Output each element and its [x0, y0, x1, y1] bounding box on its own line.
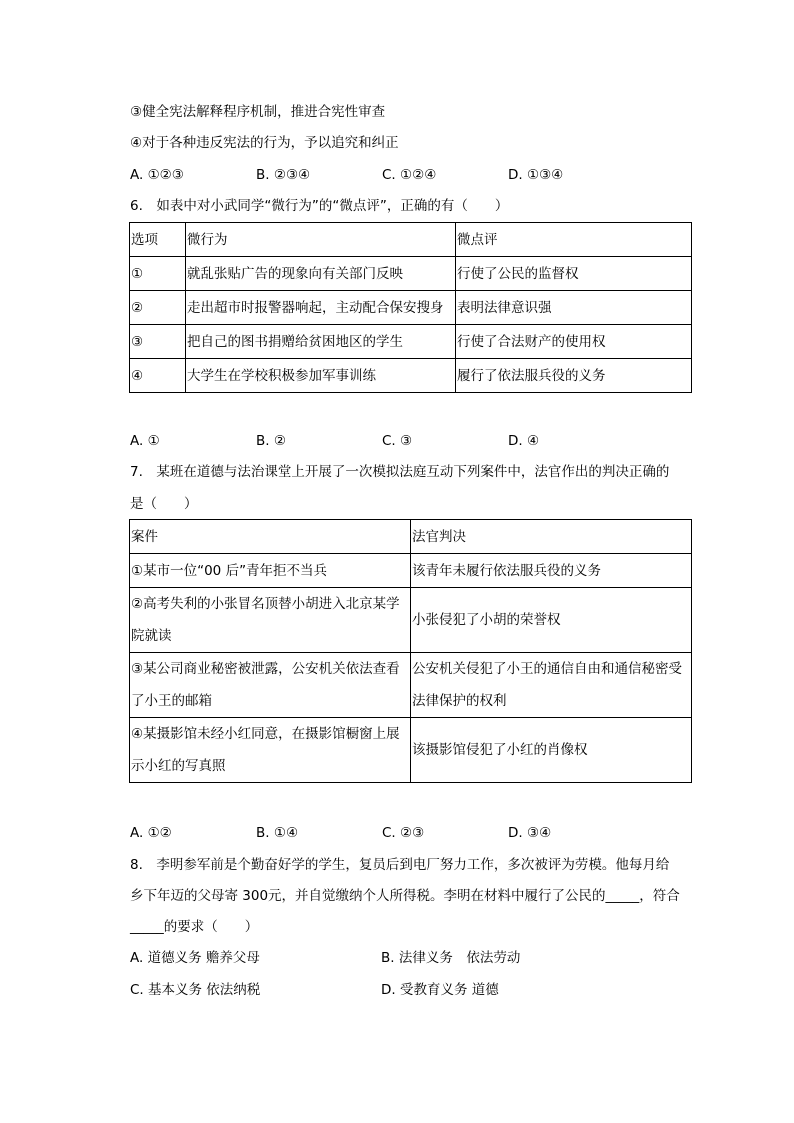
q8-option-b[interactable]: B. 法律义务 依法劳动	[381, 950, 521, 966]
table-row	[130, 718, 692, 783]
q6-stem: 6. 如表中对小武同学“微行为”的“微点评”，正确的有（ ）	[130, 198, 509, 214]
table-header-row	[130, 520, 692, 554]
table-cell: 该摄影馆侵犯了小红的肖像权	[411, 718, 692, 783]
q6-option-b[interactable]: B. ②	[256, 433, 286, 449]
q7-stem-line-2: 是（ ）	[130, 496, 198, 512]
q7-option-c[interactable]: C. ②③	[382, 825, 425, 841]
table-cell: 走出超市时报警器响起，主动配合保安搜身	[186, 291, 456, 325]
table-row	[130, 653, 692, 718]
table-cell: ④	[130, 359, 186, 393]
q8-option-d[interactable]: D. 受教育义务 道德	[381, 982, 499, 998]
q5-statement-4: ④对于各种违反宪法的行为，予以追究和纠正	[130, 135, 399, 151]
q6-option-a[interactable]: A. ①	[130, 433, 160, 449]
table-cell: ③	[130, 325, 186, 359]
table-header-cell: 法官判决	[411, 520, 692, 554]
q8-stem-line-3: _____的要求（ ）	[130, 919, 259, 935]
q7-option-d[interactable]: D. ③④	[508, 825, 552, 841]
q5-option-a[interactable]: A. ①②③	[130, 167, 184, 183]
table-header-cell: 微行为	[186, 223, 456, 257]
q5-statement-3: ③健全宪法解释程序机制，推进合宪性审查	[130, 104, 386, 120]
table-cell: ②	[130, 291, 186, 325]
q7-option-b[interactable]: B. ①④	[256, 825, 299, 841]
q8-option-a[interactable]: A. 道德义务 赡养父母	[130, 950, 260, 966]
q5-option-b[interactable]: B. ②③④	[256, 167, 311, 183]
q8-option-c[interactable]: C. 基本义务 依法纳税	[130, 982, 261, 998]
q5-option-c[interactable]: C. ①②④	[382, 167, 437, 183]
table-row	[130, 359, 692, 393]
table-cell: ③某公司商业秘密被泄露，公安机关依法查看了小王的邮箱	[130, 653, 411, 718]
table-cell: ①	[130, 257, 186, 291]
table-cell: 小张侵犯了小胡的荣誉权	[411, 588, 692, 653]
table-cell: ①某市一位“00 后”青年拒不当兵	[130, 554, 411, 588]
table-row	[130, 257, 692, 291]
table-header-row	[130, 223, 692, 257]
table-row	[130, 325, 692, 359]
table-cell: 表明法律意识强	[456, 291, 692, 325]
table-row	[130, 291, 692, 325]
q6-option-c[interactable]: C. ③	[382, 433, 413, 449]
table-cell: 行使了合法财产的使用权	[456, 325, 692, 359]
table-cell: 大学生在学校积极参加军事训练	[186, 359, 456, 393]
q8-stem-line-1: 8. 李明参军前是个勤奋好学的学生，复员后到电厂努力工作，多次被评为劳模。他每月给	[130, 857, 670, 873]
table-cell: 履行了依法服兵役的义务	[456, 359, 692, 393]
table-cell: 就乱张贴广告的现象向有关部门反映	[186, 257, 456, 291]
table-header-cell: 案件	[130, 520, 411, 554]
q7-stem-line-1: 7. 某班在道德与法治课堂上开展了一次模拟法庭互动下列案件中，法官作出的判决正确的	[130, 464, 670, 480]
q7-option-a[interactable]: A. ①②	[130, 825, 172, 841]
q6-option-d[interactable]: D. ④	[508, 433, 540, 449]
table-header-cell: 选项	[130, 223, 186, 257]
table-row	[130, 588, 692, 653]
table-header-cell: 微点评	[456, 223, 692, 257]
q5-option-d[interactable]: D. ①③④	[508, 167, 564, 183]
table-cell: 把自己的图书捐赠给贫困地区的学生	[186, 325, 456, 359]
table-cell: 公安机关侵犯了小王的通信自由和通信秘密受法律保护的权利	[411, 653, 692, 718]
table-cell: ②高考失利的小张冒名顶替小胡进入北京某学院就读	[130, 588, 411, 653]
table-row	[130, 554, 692, 588]
q6-table	[129, 222, 692, 393]
table-cell: ④某摄影馆未经小红同意，在摄影馆橱窗上展示小红的写真照	[130, 718, 411, 783]
table-cell: 该青年未履行依法服兵役的义务	[411, 554, 692, 588]
table-cell: 行使了公民的监督权	[456, 257, 692, 291]
q7-table	[129, 519, 692, 783]
q8-stem-line-2: 乡下年迈的父母寄 300元，并自觉缴纳个人所得税。李明在材料中履行了公民的_____，符合	[130, 888, 680, 904]
